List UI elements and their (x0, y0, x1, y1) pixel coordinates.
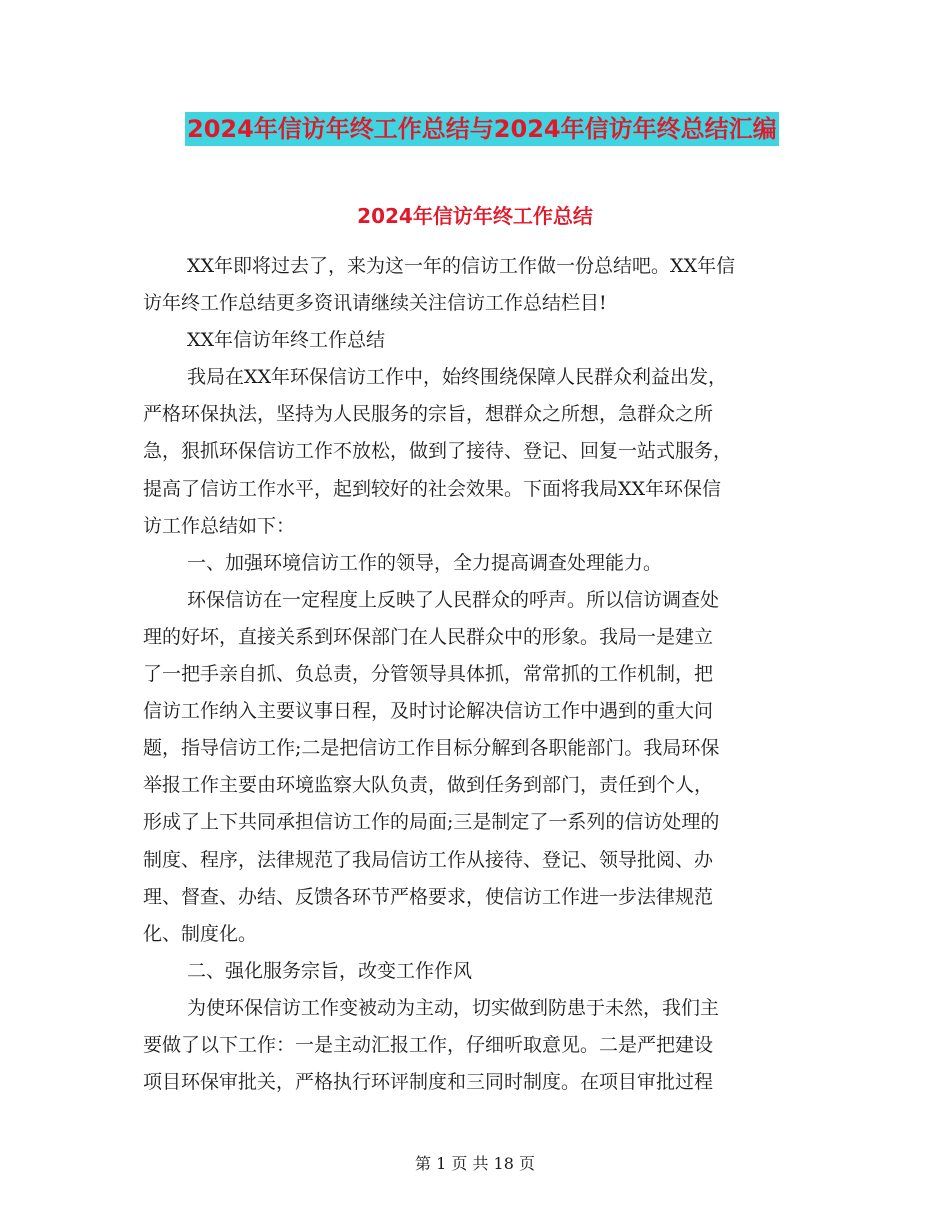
document-title: 2024年信访年终工作总结与2024年信访年终总结汇编 (185, 112, 779, 146)
body-line: 为使环保信访工作变被动为主动，切实做到防患于未然，我们主 (187, 996, 720, 1019)
body-line: 访工作总结如下： (143, 514, 296, 537)
body-line: 理、督查、办结、反馈各环节严格要求，使信访工作进一步法律规范 (143, 885, 714, 908)
body-line: 提高了信访工作水平，起到较好的社会效果。下面将我局XX年环保信 (143, 477, 722, 500)
body-line: XX年即将过去了，来为这一年的信访工作做一份总结吧。XX年信 (187, 255, 736, 277)
body-line: 项目环保审批关，严格执行环评制度和三同时制度。在项目审批过程 (143, 1071, 714, 1094)
body-line: 要做了以下工作：一是主动汇报工作，仔细听取意见。二是严把建设 (143, 1033, 714, 1056)
body-line: 形成了上下共同承担信访工作的局面;三是制定了一系列的信访处理的 (143, 811, 720, 834)
body-line: 题，指导信访工作;二是把信访工作目标分解到各职能部门。我局环保 (143, 737, 720, 760)
document-body (143, 248, 807, 1101)
section-title: 2024年信访年终工作总结 (357, 204, 593, 228)
body-line: 举报工作主要由环境监察大队负责，做到任务到部门，责任到个人， (143, 774, 714, 797)
page-number: 第 1 页 共 18 页 (415, 1154, 535, 1173)
body-line: 制度、程序，法律规范了我局信访工作从接待、登记、领导批阅、办 (143, 848, 714, 871)
body-line: 访年终工作总结更多资讯请继续关注信访工作总结栏目! (143, 292, 607, 315)
body-line: 我局在XX年环保信访工作中，始终围绕保障人民群众利益出发， (187, 366, 728, 389)
heading-line: 一、加强环境信访工作的领导，全力提高调查处理能力。 (187, 551, 663, 574)
body-line: 严格环保执法，坚持为人民服务的宗旨，想群众之所想，急群众之所 (143, 403, 714, 426)
body-line: 信访工作纳入主要议事日程，及时讨论解决信访工作中遇到的重大问 (143, 700, 714, 723)
body-line: 了一把手亲自抓、负总责，分管领导具体抓，常常抓的工作机制，把 (143, 663, 714, 686)
body-line: 化、制度化。 (143, 922, 258, 945)
body-line: 急，狠抓环保信访工作不放松，做到了接待、登记、回复一站式服务， (143, 440, 733, 463)
body-line: XX年信访年终工作总结 (187, 329, 386, 352)
heading-line: 二、强化服务宗旨，改变工作作风 (187, 959, 473, 982)
body-line: 环保信访在一定程度上反映了人民群众的呼声。所以信访调查处 (187, 588, 720, 611)
body-line: 理的好坏，直接关系到环保部门在人民群众中的形象。我局一是建立 (143, 625, 714, 648)
